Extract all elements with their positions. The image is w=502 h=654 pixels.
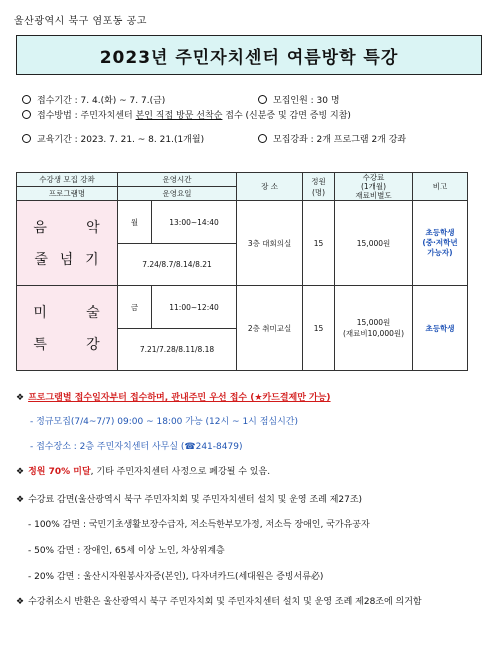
bullet-icon: ❖ (16, 597, 25, 607)
th-program: 프로그램명 (17, 187, 118, 201)
info-period: 접수기간 : 7. 4.(화) ~ 7. 7.(금) (22, 95, 165, 107)
th-time: 운영시간 (118, 173, 237, 187)
fee-cell: 15,000원 (재료비10,000원) (335, 286, 413, 371)
program-name: 미 술 특 강 (17, 286, 118, 371)
note-6: - 100% 감면 : 국민기초생활보장수급자, 저소득한부모가정, 저소득 장애인, 국가유공자 (28, 520, 370, 530)
note-8: - 20% 감면 : 울산시자원봉사자증(본인), 다자녀카드(세대원은 증빙서류必) (28, 572, 324, 582)
time-cell: 13:00~14:40 (152, 201, 237, 244)
note-cell: 초등학생 (중·저학년 가능자) (413, 201, 468, 286)
th-place: 장 소 (237, 173, 303, 201)
bullet-icon: ❖ (16, 393, 25, 403)
place-cell: 3층 대회의실 (237, 201, 303, 286)
info-recruit: 모집인원 : 30 명 (258, 95, 340, 107)
title-box (16, 35, 482, 75)
dates-cell: 7.21/7.28/8.11/8.18 (118, 329, 237, 371)
info-edu-period: 교육기간 : 2023. 7. 21. ~ 8. 21.(1개월) (22, 134, 204, 146)
note-1: ❖ 프로그램별 접수일자부터 접수하며, 관내주민 우선 접수 (★카드결제만 가능) (16, 393, 331, 403)
note-7: - 50% 감면 : 장애인, 65세 이상 노인, 차상위계층 (28, 546, 225, 556)
circle-bullet-icon (258, 134, 267, 143)
bullet-icon: ❖ (16, 467, 25, 477)
th-course: 수강생 모집 강좌 (17, 173, 118, 187)
note-2: - 정규모집(7/4~7/7) 09:00 ~ 18:00 가능 (12시 ~ 1시 점심시간) (30, 417, 299, 427)
th-fee: 수강료 (1개월) 재료비별도 (335, 173, 413, 201)
dates-cell: 7.24/8.7/8.14/8.21 (118, 244, 237, 286)
program-name: 음 악 줄 넘 기 (17, 201, 118, 286)
th-capacity: 정원 (명) (303, 173, 335, 201)
note-5: ❖ 수강료 감면(울산광역시 북구 주민자치회 및 주민자치센터 설치 및 운영 조례 제27조) (16, 495, 363, 505)
table-row (17, 286, 468, 329)
capacity-cell: 15 (303, 201, 335, 286)
time-cell: 11:00~12:40 (152, 286, 237, 329)
notice-header: 울산광역시 북구 염포동 공고 (14, 16, 147, 27)
note-9: ❖ 수강취소시 반환은 울산광역시 북구 주민자치회 및 주민자치센터 설치 및 운영 조례 제28조에 의거함 (16, 597, 422, 607)
table-row (17, 201, 468, 244)
info-course: 모집강좌 : 2개 프로그램 2개 강좌 (258, 134, 406, 146)
page-title: 2023년 주민자치센터 여름방학 특강 (99, 47, 399, 68)
fee-cell: 15,000원 (335, 201, 413, 286)
info-method: 접수방법 : 주민자치센터 본인 직접 방문 선착순 접수 (신분증 및 감면 증빙 지참) (22, 110, 351, 122)
th-note: 비고 (413, 173, 468, 201)
day-cell: 금 (118, 286, 152, 329)
capacity-cell: 15 (303, 286, 335, 371)
schedule-table (16, 172, 468, 371)
note-cell: 초등학생 (413, 286, 468, 371)
circle-bullet-icon (22, 95, 31, 104)
circle-bullet-icon (258, 95, 267, 104)
note-3: - 접수장소 : 2층 주민자치센터 사무실 (☎241-8479) (30, 442, 243, 452)
day-cell: 월 (118, 201, 152, 244)
bullet-icon: ❖ (16, 495, 25, 505)
note-4: ❖ 정원 70% 미달, 기타 주민자치센터 사정으로 폐강될 수 있음. (16, 467, 271, 477)
circle-bullet-icon (22, 110, 31, 119)
place-cell: 2층 취미교실 (237, 286, 303, 371)
th-days: 운영요일 (118, 187, 237, 201)
circle-bullet-icon (22, 134, 31, 143)
